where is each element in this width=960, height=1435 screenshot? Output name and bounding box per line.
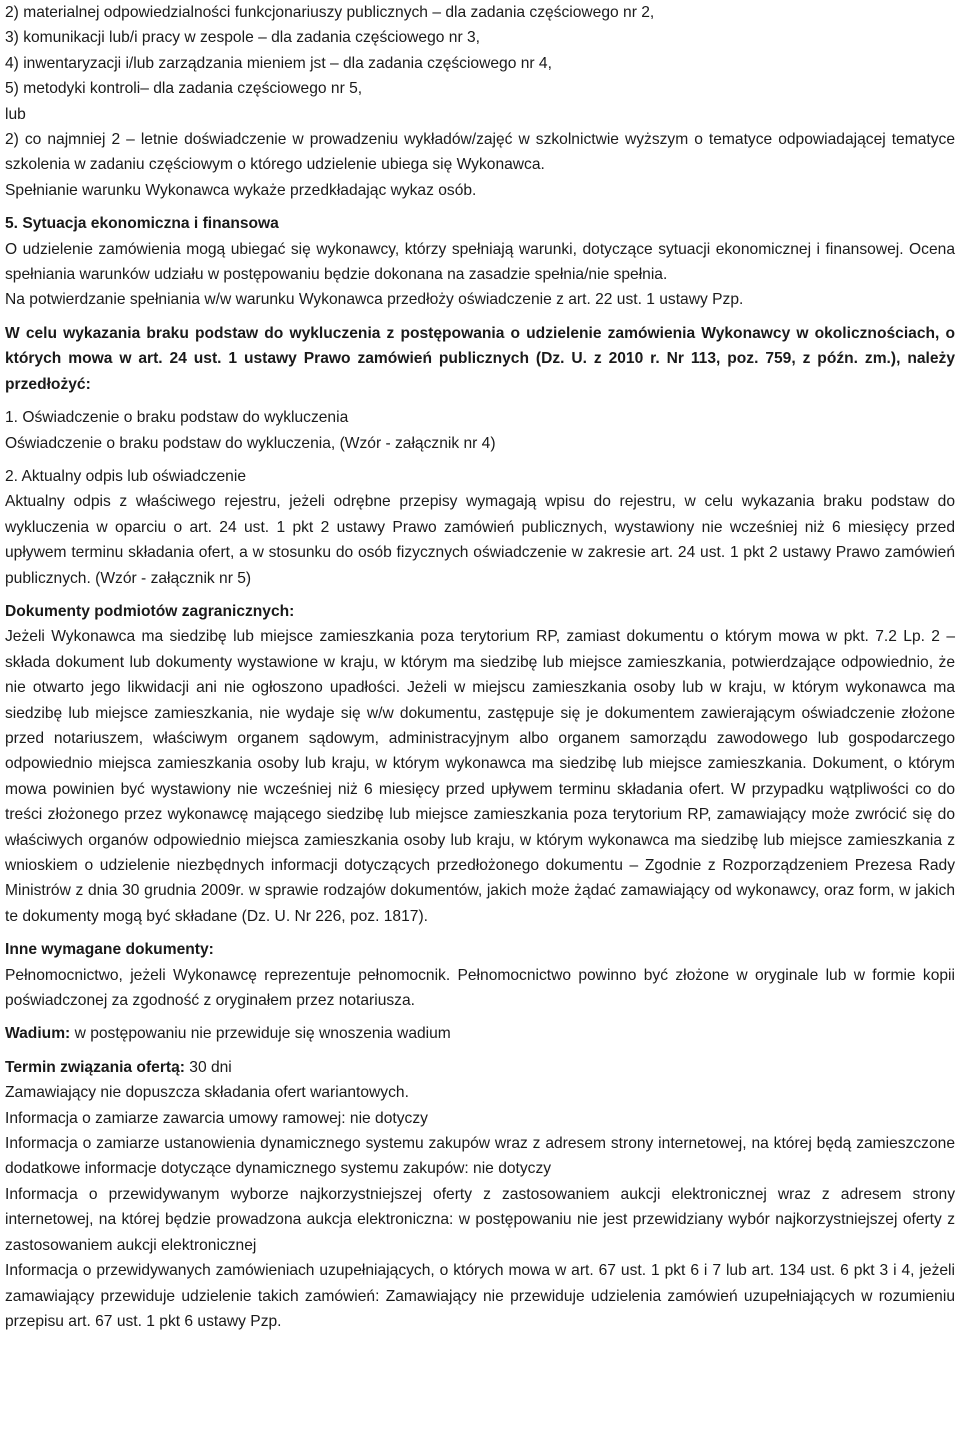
termin-label: Termin związania ofertą: [5, 1058, 185, 1076]
termin-line [5, 1055, 955, 1080]
list-item: lub [5, 105, 26, 123]
info-line: Informacja o zamiarze ustanowienia dynamicznego systemu zakupów wraz z adresem strony internetowej, na której będą zamieszczone dodatkowe informacje dotyczące dynamicznego systemu zakupów: nie dotyczy [5, 1135, 955, 1178]
list-item: 4) inwentaryzacji i/lub zarządzania mieniem jst – dla zadania częściowego nr 4, [5, 54, 552, 72]
info-line: Informacja o przewidywanych zamówieniach uzupełniających, o których mowa w art. 67 ust. 1 pkt 6 i 7 lub art. 134 ust. 6 pkt 3 i 4, jeżeli zamawiający przewiduje udzielenie takich zamówień: Zamawiający nie przewiduje udzielenia zamówień uzupełniających w rozumieniu przepisu art. 67 ust. 1 pkt 6 ustawy Pzp. [5, 1262, 955, 1330]
section-5-title: 5. Sytuacja ekonomiczna i finansowa [5, 215, 279, 233]
foreign-docs-title: Dokumenty podmiotów zagranicznych: [5, 602, 295, 620]
section-5-paragraph-1: O udzielenie zamówienia mogą ubiegać się wykonawcy, którzy spełniają warunki, dotyczące sytuacji ekonomicznej i finansowej. Ocena spełniania warunków udziału w postępowaniu będzie dokonana na zasadzie spełnia/nie spełnia. [5, 240, 955, 284]
foreign-docs-text: Jeżeli Wykonawca ma siedzibę lub miejsce zamieszkania poza terytorium RP, zamiast dokumentu o którym mowa w pkt. 7.2 Lp. 2 – składa dokument lub dokumenty wystawione w kraju, w którym ma siedzibę lub miejsce zamieszkania, potwierdzające odpowiednio, że nie otwarto jego likwidacji ani nie ogłoszono upadłości. Jeżeli w miejscu zamieszkania osoby lub w kraju, w którym wykonawca ma siedzibę lub miejsce zamieszkania, nie wydaje się w/w dokumentu, zastępuje się je dokumentem zawierającym oświadczenie złożone przed notariuszem, właściwym organem sądowym, administracyjnym albo organem samorządu zawodowego lub gospodarczego odpowiednio miejsca zamieszkania osoby lub kraju, w którym wykonawca ma siedzibę lub miejsce zamieszkania. Dokument, o którym mowa powinien być wystawiony nie wcześniej niż 6 miesięcy przed upływem terminu składania ofert. W przypadku wątpliwości co do treści złożonego przez wykonawcę mającego siedzibę lub miejsce zamieszkania poza terytorium RP, zamawiający może zwrócić się do właściwych organów odpowiednio miejsca zamieszkania osoby lub kraju, w którym wykonawca ma siedzibę lub miejsce zamieszkania z wnioskiem o udzielenie niezbędnych informacji dotyczących przedłożonego dokumentu – Zgodnie z Rozporządzeniem Prezesa Rady Ministrów z dnia 30 grudnia 2009r. w sprawie rodzajów dokumentów, jakich może żądać zamawiający od wykonawcy, oraz form, w jakich te dokumenty mogą być składane (Dz. U. Nr 226, poz. 1817). [5, 628, 955, 925]
doc-1-text: Oświadczenie o braku podstaw do wykluczenia, (Wzór - załącznik nr 4) [5, 434, 496, 452]
list-item: 2) materialnej odpowiedzialności funkcjonariuszy publicznych – dla zadania częściowego nr 2, [5, 4, 655, 21]
doc-1-title: 1. Oświadczenie o braku podstaw do wykluczenia [5, 409, 349, 427]
section-5-paragraph-2: Na potwierdzanie spełniania w/w warunku Wykonawca przedłoży oświadczenie z art. 22 ust. 1 ustawy Pzp. [5, 291, 744, 309]
info-line: Informacja o przewidywanym wyborze najkorzystniejszej oferty z zastosowaniem aukcji elektronicznej wraz z adresem strony internetowej, na której będzie prowadzona aukcja elektroniczna: w postępowaniu nie jest przewidziany wybór najkorzystniejszej oferty z zastosowaniem aukcji elektronicznej [5, 1185, 955, 1254]
exclusion-heading: W celu wykazania braku podstaw do wykluczenia z postępowania o udzielenie zamówienia Wykonawcy w okolicznościach, o których mowa w art. 24 ust. 1 ustawy Prawo zamówień publicznych (Dz. U. z 2010 r. Nr 113, poz. 759, z późn. zm.), należy przedłożyć: [5, 324, 955, 393]
experience-paragraph: 2) co najmniej 2 – letnie doświadczenie w prowadzeniu wykładów/zajęć w szkolnictwie wyższym o tematyce odpowiadającej tematyce szkolenia w zadaniu częściowym o którego udzielenie ubiega się Wykonawca. [5, 131, 955, 174]
wadium-line [5, 1021, 955, 1046]
experience-proof: Spełnianie warunku Wykonawca wykaże przedkładając wykaz osób. [5, 181, 477, 199]
other-docs-title: Inne wymagane dokumenty: [5, 941, 214, 959]
list-item: 3) komunikacji lub/i pracy w zespole – dla zadania częściowego nr 3, [5, 29, 480, 47]
info-line: Zamawiający nie dopuszcza składania ofert wariantowych. [5, 1084, 409, 1102]
doc-2-title: 2. Aktualny odpis lub oświadczenie [5, 467, 246, 485]
list-item: 5) metodyki kontroli– dla zadania częściowego nr 5, [5, 80, 363, 98]
info-line: Informacja o zamiarze zawarcia umowy ramowej: nie dotyczy [5, 1109, 428, 1127]
doc-2-text: Aktualny odpis z właściwego rejestru, jeżeli odrębne przepisy wymagają wpisu do rejestru, w celu wykazania braku podstaw do wykluczenia w oparciu o art. 24 ust. 1 pkt 2 ustawy Prawo zamówień publicznych, wystawiony nie wcześniej niż 6 miesięcy przed upływem terminu składania ofert, a w stosunku do osób fizycznych oświadczenie w zakresie art. 24 ust. 1 pkt 2 ustawy Prawo zamówień publicznych. (Wzór - załącznik nr 5) [5, 493, 955, 587]
wadium-text: w postępowaniu nie przewiduje się wnoszenia wadium [70, 1025, 451, 1043]
other-docs-text: Pełnomocnictwo, jeżeli Wykonawcę reprezentuje pełnomocnik. Pełnomocnictwo powinno być złożone w oryginale lub w formie kopii poświadczonej za zgodność z oryginałem przez notariusza. [5, 966, 955, 1010]
wadium-label: Wadium: [5, 1025, 71, 1043]
termin-value: 30 dni [184, 1058, 232, 1076]
